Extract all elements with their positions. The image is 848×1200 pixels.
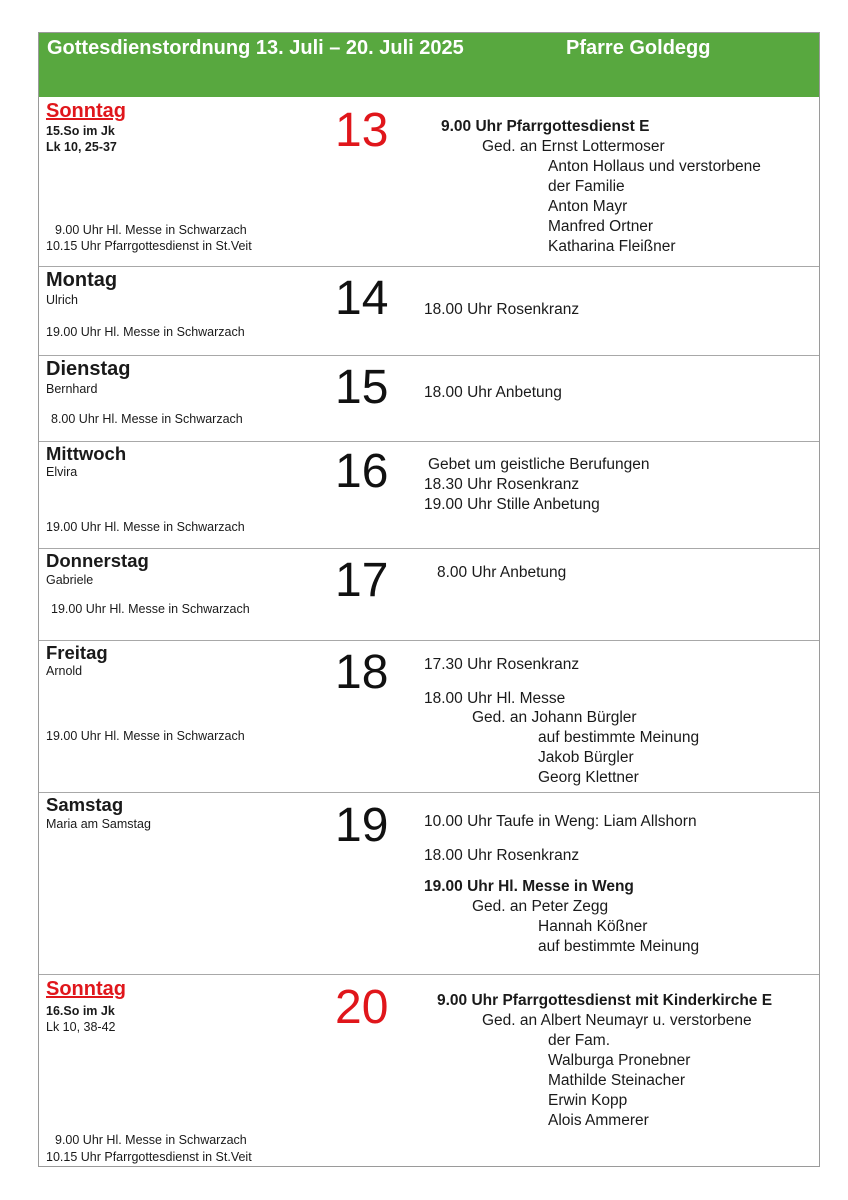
event-line: Katharina Fleißner xyxy=(548,238,676,255)
event-line: 18.00 Uhr Hl. Messe xyxy=(424,690,566,707)
saint-name: Elvira xyxy=(46,465,78,479)
day-name: Mittwoch xyxy=(46,443,127,464)
day-name: Dienstag xyxy=(46,358,131,380)
event-line: Mathilde Steinacher xyxy=(548,1072,685,1089)
lower-note: 9.00 Uhr Hl. Messe in Schwarzach xyxy=(55,1133,247,1147)
reading-reference: Lk 10, 25-37 xyxy=(46,140,117,154)
saint-name: Gabriele xyxy=(46,573,94,587)
event-line: 10.00 Uhr Taufe in Weng: Liam Allshorn xyxy=(424,813,697,830)
day-number: 20 xyxy=(335,981,389,1034)
day-name: Sonntag xyxy=(46,978,126,1000)
lower-note: 19.00 Uhr Hl. Messe in Schwarzach xyxy=(46,520,245,534)
saint-name: Bernhard xyxy=(46,382,98,396)
lower-note: 9.00 Uhr Hl. Messe in Schwarzach xyxy=(55,223,247,237)
day-row-saturday-19 xyxy=(39,793,819,975)
event-line: auf bestimmte Meinung xyxy=(538,729,700,746)
day-name: Freitag xyxy=(46,642,108,663)
day-name: Montag xyxy=(46,269,118,291)
lower-note: 19.00 Uhr Hl. Messe in Schwarzach xyxy=(46,325,245,339)
day-name: Samstag xyxy=(46,794,124,815)
event-line: 9.00 Uhr Pfarrgottesdienst E xyxy=(441,118,650,135)
event-line: 18.00 Uhr Anbetung xyxy=(424,384,562,401)
lower-note: 8.00 Uhr Hl. Messe in Schwarzach xyxy=(51,412,243,426)
day-number: 16 xyxy=(335,445,389,498)
event-line: Anton Mayr xyxy=(548,198,628,215)
day-number: 15 xyxy=(335,361,389,414)
event-line: der Fam. xyxy=(548,1032,611,1049)
event-line: 18.30 Uhr Rosenkranz xyxy=(424,476,580,493)
reading-reference: Lk 10, 38-42 xyxy=(46,1020,116,1034)
day-row-tuesday-15 xyxy=(39,356,819,442)
day-row-sunday-13 xyxy=(39,97,819,267)
event-line: 18.00 Uhr Rosenkranz xyxy=(424,301,580,318)
event-line: Jakob Bürgler xyxy=(538,749,634,766)
saint-name: Maria am Samstag xyxy=(46,817,151,831)
event-line: 17.30 Uhr Rosenkranz xyxy=(424,656,580,673)
day-row-friday-18 xyxy=(39,641,819,793)
event-line: 19.00 Uhr Hl. Messe in Weng xyxy=(424,878,634,895)
day-name: Sonntag xyxy=(46,100,126,122)
event-line: Georg Klettner xyxy=(538,769,639,786)
event-line: der Familie xyxy=(548,178,625,195)
day-number: 17 xyxy=(335,554,389,607)
event-line: Alois Ammerer xyxy=(548,1112,649,1129)
day-row-monday-14 xyxy=(39,267,819,356)
lower-note: 10.15 Uhr Pfarrgottesdienst in St.Veit xyxy=(46,1150,252,1164)
day-row-wednesday-16 xyxy=(39,442,819,549)
lower-note: 19.00 Uhr Hl. Messe in Schwarzach xyxy=(46,729,245,743)
event-line: 18.00 Uhr Rosenkranz xyxy=(424,847,580,864)
header-bar xyxy=(39,33,819,97)
event-line: auf bestimmte Meinung xyxy=(538,938,700,955)
page-title: Gottesdienstordnung 13. Juli – 20. Juli 2025 xyxy=(47,37,464,59)
saint-name: Arnold xyxy=(46,664,83,678)
day-number: 18 xyxy=(335,646,389,699)
event-line: 9.00 Uhr Pfarrgottesdienst mit Kinderkirche E xyxy=(437,992,773,1009)
lower-note: 19.00 Uhr Hl. Messe in Schwarzach xyxy=(51,602,250,616)
event-line: Manfred Ortner xyxy=(548,218,654,235)
event-line: Erwin Kopp xyxy=(548,1092,628,1109)
event-line: Anton Hollaus und verstorbene xyxy=(548,158,761,175)
liturgical-day: 16.So im Jk xyxy=(46,1004,115,1018)
day-name: Donnerstag xyxy=(46,550,149,571)
day-number: 13 xyxy=(335,104,389,157)
saint-name: Ulrich xyxy=(46,293,78,307)
event-line: 19.00 Uhr Stille Anbetung xyxy=(424,496,600,513)
event-line: 8.00 Uhr Anbetung xyxy=(437,564,567,581)
event-line: Ged. an Albert Neumayr u. verstorbene xyxy=(482,1012,752,1029)
event-line: Walburga Pronebner xyxy=(548,1052,691,1069)
event-line: Gebet um geistliche Berufungen xyxy=(428,456,650,473)
event-line: Ged. an Peter Zegg xyxy=(472,898,609,915)
day-row-thursday-17 xyxy=(39,549,819,641)
day-row-sunday-20 xyxy=(39,975,819,1167)
lower-note: 10.15 Uhr Pfarrgottesdienst in St.Veit xyxy=(46,239,252,253)
schedule-sheet xyxy=(38,32,820,1167)
day-number: 14 xyxy=(335,272,389,325)
event-line: Ged. an Johann Bürgler xyxy=(472,709,637,726)
day-number: 19 xyxy=(335,799,389,852)
parish-name: Pfarre Goldegg xyxy=(566,37,711,59)
event-line: Hannah Kößner xyxy=(538,918,648,935)
event-line: Ged. an Ernst Lottermoser xyxy=(482,138,665,155)
liturgical-day: 15.So im Jk xyxy=(46,124,115,138)
